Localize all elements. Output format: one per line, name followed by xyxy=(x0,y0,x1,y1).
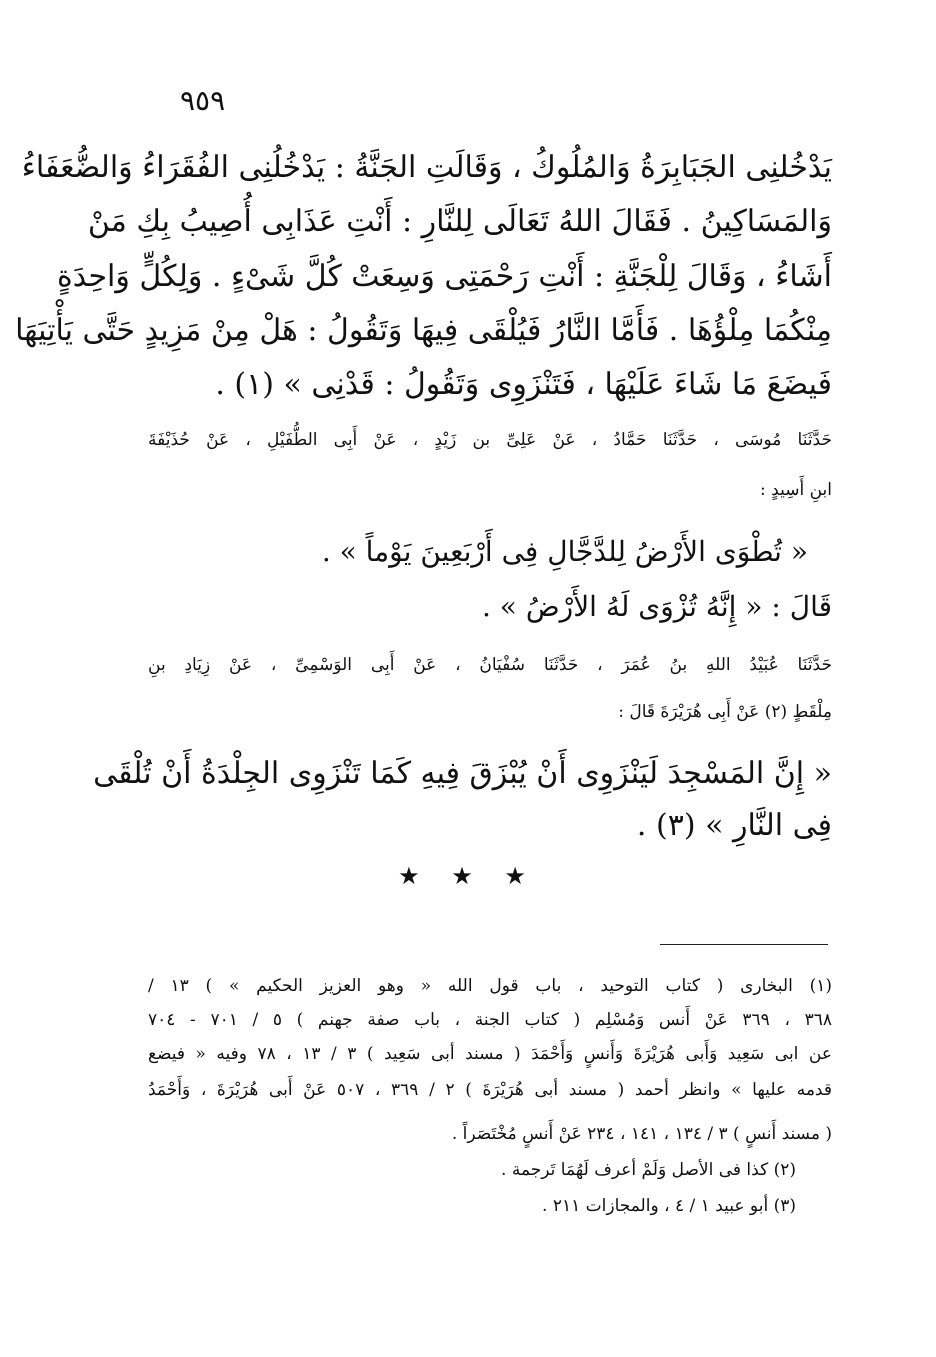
isnad-line: حَدَّثَنَا مُوسَى ، حَدَّثَنَا حَمَّادُ ، عَنْ عَلِىِّ بن زَيْدٍ ، عَنْ أَبِى الطُّفَيْلِ ، عَنْ حُذَيْفَةَ xyxy=(148,430,832,450)
main-text-line: يَدْخُلنِى الجَبَابِرَةُ وَالمُلُوكُ ، وَقَالَتِ الجَنَّةُ : يَدْخُلُنِى الفُقَرَاءُ وَالضُّعَفَاءُ xyxy=(21,150,832,185)
hadith-quote: فِى النَّارِ » (٣) . xyxy=(636,808,832,843)
footnote-line: (١) البخارى ( كتاب التوحيد ، باب قول الله « وهو العزيز الحكيم » ) ١٣ / xyxy=(148,976,832,996)
section-separator: ★ ★ ★ xyxy=(398,862,538,890)
isnad-line: حَدَّثَنَا عُبَيْدُ اللهِ بنُ عُمَرَ ، حَدَّثَنَا سُفْيَانُ ، عَنْ أَبِى الوَسْمِىِّ ، عَنْ زِيَادِ بنِ xyxy=(148,655,832,675)
footnote-rule xyxy=(660,944,828,945)
main-text-line: أَشَاءُ ، وَقَالَ لِلْجَنَّةِ : أَنْتِ رَحْمَتِى وَسِعَتْ كُلَّ شَىْءٍ . وَلِكُلٍّ وَاحِدَةٍ xyxy=(57,259,832,294)
isnad-line: مِلْقَطٍ (٢) عَنْ أَبِى هُرَيْرَةَ قَالَ : xyxy=(618,702,832,722)
main-text-line: وَالمَسَاكِينُ . فَقَالَ اللهُ تَعَالَى لِلنَّارِ : أَنْتِ عَذَابِى أُصِيبُ بِكِ مَنْ xyxy=(87,204,832,239)
hadith-quote: قَالَ : « إِنَّهُ تُزْوَى لَهُ الأَرْضُ » . xyxy=(482,590,832,623)
hadith-quote: « تُطْوَى الأَرْضُ لِلدَّجَّالِ فِى أَرْبَعِينَ يَوْماً » . xyxy=(321,535,808,568)
footnote-line: ٣٦٨ ، ٣٦٩ عَنْ أَنس وَمُسْلِم ( كتاب الجنة ، باب صفة جهنم ) ٥ / ٧٠١ - ٧٠٤ xyxy=(148,1010,832,1030)
footnote-line: عن ابى سَعِيد وَأَبى هُرَيْرَةَ وَأَنسٍ وَأَحْمَدَ ( مسند أبى سَعِيد ) ٣ / ١٣ ، ٧٨ وفيه « فيضع xyxy=(148,1044,832,1064)
footnote-line: قدمه عليها » وانظر أحمد ( مسند أبى هُرَيْرَةَ ) ٢ / ٣٦٩ ، ٥٠٧ عَنْ أَبى هُرَيْرَةَ ، وَأَحْمَدُ xyxy=(148,1080,832,1100)
page-number: ٩٥٩ xyxy=(180,84,226,117)
main-text-line: مِنْكُمَا مِلْؤُهَا . فَأَمَّا النَّارُ فَيُلْقَى فِيهَا وَتَقُولُ : هَلْ مِنْ مَزِيدٍ حَتَّى يَأْتِيَهَا xyxy=(15,313,832,348)
footnote-line: ( مسند أَنسٍ ) ٣ / ١٣٤ ، ١٤١ ، ٢٣٤ عَنْ أَنسٍ مُخْتَصَراً . xyxy=(451,1124,832,1144)
hadith-quote: « إِنَّ المَسْجِدَ لَيَنْزَوِى أَنْ يُبْزَقَ فِيهِ كَمَا تَنْزَوِى الجِلْدَةُ أَنْ تُلْقَى xyxy=(93,756,832,791)
main-text-line: فَيضَعَ مَا شَاءَ عَلَيْهَا ، فَتَنْزَوِى وَتَقُولُ : قَدْنِى » (١) . xyxy=(215,367,832,402)
isnad-line: ابنِ أَسِيدٍ : xyxy=(760,480,832,500)
footnote-line: (٢) كذا فى الأصل وَلَمْ أعرف لَهُمَا تَرجمة . xyxy=(501,1160,796,1180)
footnote-line: (٣) أبو عبيد ١ / ٤ ، والمجازات ٢١١ . xyxy=(542,1196,796,1216)
